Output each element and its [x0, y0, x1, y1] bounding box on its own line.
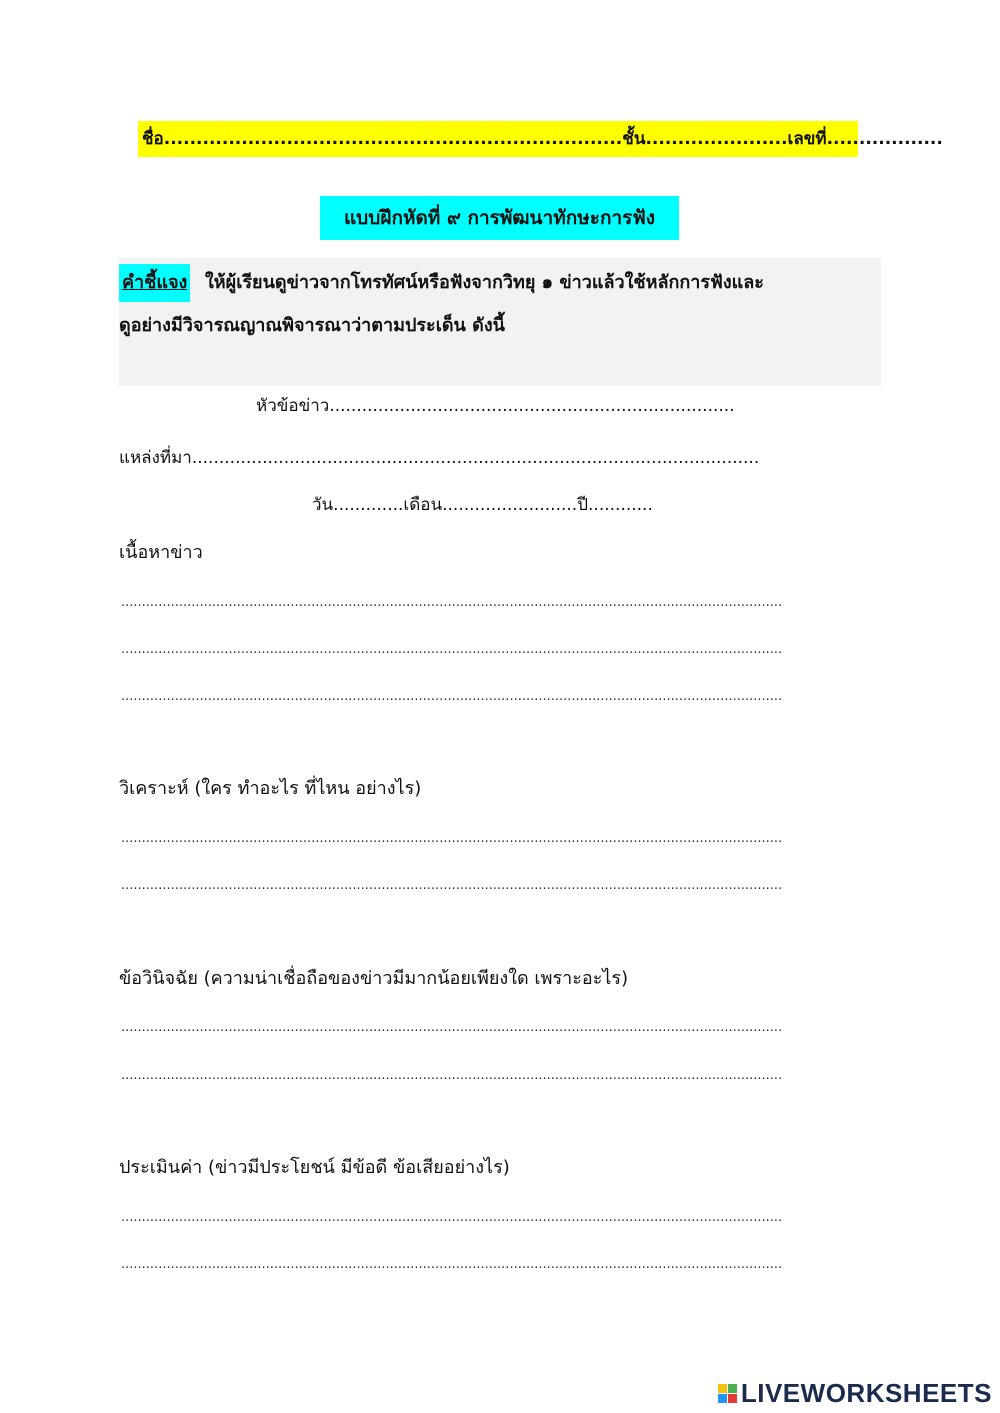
evaluation-answer-line[interactable]: ................................................................................................................................................................	[121, 1210, 783, 1225]
judgement-heading: ข้อวินิจฉัย (ความน่าเชื่อถือของข่าวมีมากน้อยเพียงใด เพราะอะไร)	[119, 968, 629, 989]
liveworksheets-brand	[718, 1378, 992, 1408]
judgement-answer-line[interactable]: ................................................................................................................................................................	[121, 1068, 783, 1083]
source-label: แหล่งที่มา	[119, 448, 192, 468]
day-field[interactable]: .............	[333, 495, 404, 515]
year-field[interactable]: ............	[588, 495, 653, 515]
content-answer-line[interactable]: ................................................................................................................................................................	[121, 595, 783, 610]
content-answer-line[interactable]: ................................................................................................................................................................	[121, 689, 783, 704]
liveworksheets-logo-icon	[718, 1384, 737, 1403]
number-field[interactable]: ..................	[826, 129, 943, 149]
date-row	[312, 490, 712, 520]
analysis-answer-line[interactable]: ................................................................................................................................................................	[121, 878, 783, 893]
year-label: ปี	[577, 495, 589, 515]
class-field[interactable]: ......................	[645, 129, 788, 149]
day-label: วัน	[312, 495, 334, 515]
instruction-line-2: ดูอย่างมีวิจารณญาณพิจารณาว่าตามประเด็น ดังนี้	[119, 315, 505, 336]
headline-row	[256, 391, 756, 421]
name-label: ชื่อ	[142, 129, 164, 149]
name-field[interactable]: .......................................................................	[163, 129, 623, 149]
judgement-answer-line[interactable]: ................................................................................................................................................................	[121, 1020, 783, 1035]
instruction-line-1: ให้ผู้เรียนดูข่าวจากโทรทัศน์หรือฟังจากวิทยุ ๑ ข่าวแล้วใช้หลักการฟังและ	[205, 272, 764, 293]
evaluation-answer-line[interactable]: ................................................................................................................................................................	[121, 1257, 783, 1272]
student-info-bar	[138, 121, 943, 157]
month-label: เดือน	[403, 495, 443, 515]
worksheet-title: แบบฝึกหัดที่ ๙ การพัฒนาทักษะการฟัง	[320, 196, 679, 240]
instruction-label: คำชี้แจง	[119, 264, 190, 302]
analysis-answer-line[interactable]: ................................................................................................................................................................	[121, 831, 783, 846]
number-label: เลขที่	[787, 129, 827, 149]
brand-text: LIVEWORKSHEETS	[740, 1377, 992, 1408]
month-field[interactable]: .........................	[442, 495, 578, 515]
content-answer-line[interactable]: ................................................................................................................................................................	[121, 642, 783, 657]
content-heading: เนื้อหาข่าว	[119, 542, 203, 563]
source-field[interactable]: .........................................................................................................	[191, 448, 760, 468]
analysis-heading: วิเคราะห์ (ใคร ทำอะไร ที่ไหน อย่างไร)	[119, 778, 422, 799]
class-label: ชั้น	[622, 129, 646, 149]
headline-label: หัวข้อข่าว	[256, 396, 330, 416]
headline-field[interactable]: ...........................................................................	[329, 396, 735, 416]
evaluation-heading: ประเมินค่า (ข่าวมีประโยชน์ มีข้อดี ข้อเสียอย่างไร)	[119, 1157, 510, 1178]
source-row	[119, 443, 864, 473]
